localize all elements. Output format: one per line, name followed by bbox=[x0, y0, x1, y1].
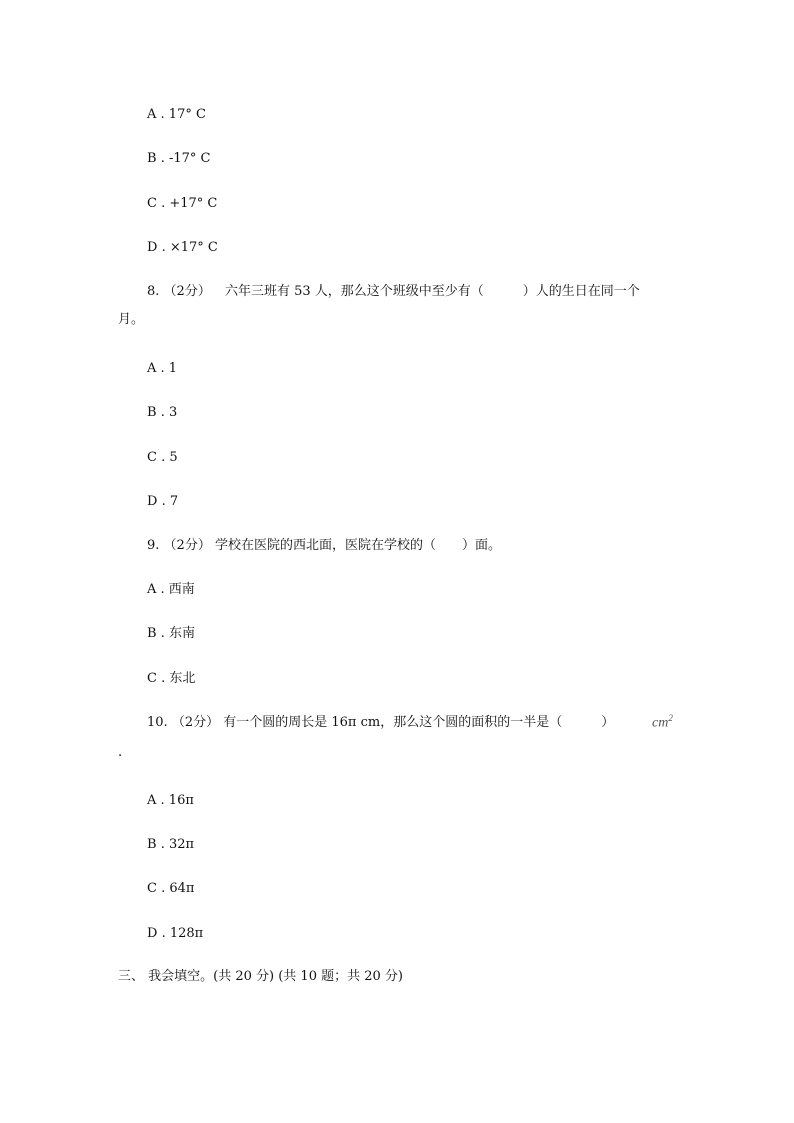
question-text: 六年三班有 53 人，那么这个班级中至少有（ ）人的生日在同一个 bbox=[224, 284, 640, 299]
question-number: 10. bbox=[147, 715, 168, 730]
option-text: 东北 bbox=[169, 671, 196, 686]
question-text: 有一个圆的周长是 16π cm，那么这个圆的面积的一半是（ ） bbox=[223, 715, 615, 730]
option-text: 128π bbox=[169, 926, 204, 941]
question-text: 学校在医院的西北面，医院在学校的（ ）面。 bbox=[214, 538, 501, 553]
q10-option-c: C . 64π bbox=[147, 881, 195, 896]
unit-power: 2 bbox=[668, 713, 673, 723]
option-text: 东南 bbox=[168, 626, 195, 641]
q7-option-c: C . +17° C bbox=[147, 196, 218, 211]
q8-option-a: A . 1 bbox=[147, 361, 178, 376]
question-number: 8. bbox=[147, 284, 160, 299]
option-text: 5 bbox=[169, 450, 178, 465]
option-letter: D bbox=[147, 926, 158, 941]
option-text: +17° C bbox=[169, 196, 218, 211]
q8-option-d: D . 7 bbox=[147, 494, 179, 509]
area-unit bbox=[652, 713, 673, 732]
option-letter: B bbox=[147, 626, 157, 641]
question-points: （2分） bbox=[163, 284, 211, 299]
option-text: 3 bbox=[168, 405, 178, 420]
option-text: 1 bbox=[168, 361, 178, 376]
option-text: 西南 bbox=[168, 582, 195, 597]
option-letter: B bbox=[147, 837, 157, 852]
option-text: 16π bbox=[168, 793, 194, 808]
q7-option-d: D . ×17° C bbox=[147, 240, 218, 255]
option-text: 64π bbox=[169, 881, 195, 896]
option-letter: A bbox=[147, 793, 157, 808]
q8-option-c: C . 5 bbox=[147, 450, 178, 465]
q10-stem bbox=[147, 714, 614, 732]
option-letter: D bbox=[147, 240, 158, 255]
q10-option-d: D . 128π bbox=[147, 926, 204, 941]
option-letter: C bbox=[147, 671, 157, 686]
q8-stem bbox=[147, 283, 640, 301]
option-text: 7 bbox=[169, 494, 179, 509]
q10-option-b: B . 32π bbox=[147, 837, 195, 852]
option-letter: A bbox=[147, 361, 157, 376]
option-text: ×17° C bbox=[169, 240, 218, 255]
option-letter: A bbox=[147, 107, 157, 122]
question-number: 9. bbox=[147, 538, 160, 553]
question-points: （2分） bbox=[163, 538, 211, 553]
option-letter: A bbox=[147, 582, 157, 597]
q10-option-a: A . 16π bbox=[147, 793, 194, 808]
unit-text: cm bbox=[652, 715, 669, 731]
option-letter: C bbox=[147, 881, 157, 896]
option-letter: B bbox=[147, 405, 157, 420]
question-points: （2分） bbox=[171, 715, 220, 730]
section-heading: 三、 我会填空。(共 20 分) (共 10 题；共 20 分) bbox=[118, 969, 403, 984]
q9-option-a: A . 西南 bbox=[147, 582, 195, 597]
option-letter: C bbox=[147, 450, 157, 465]
option-text: -17° C bbox=[168, 151, 211, 166]
q9-option-b: B . 东南 bbox=[147, 626, 195, 641]
option-letter: D bbox=[147, 494, 158, 509]
q7-option-a: A . 17° C bbox=[147, 107, 206, 122]
option-letter: C bbox=[147, 196, 157, 211]
option-text: 17° C bbox=[168, 107, 206, 122]
q9-option-c: C . 东北 bbox=[147, 671, 196, 686]
option-letter: B bbox=[147, 151, 157, 166]
q7-option-b: B . -17° C bbox=[147, 151, 211, 166]
q10-stem-continuation: . bbox=[118, 745, 123, 760]
q8-stem-continuation: 月。 bbox=[118, 312, 145, 327]
option-text: 32π bbox=[168, 837, 195, 852]
q9-stem bbox=[147, 537, 501, 555]
q8-option-b: B . 3 bbox=[147, 405, 178, 420]
